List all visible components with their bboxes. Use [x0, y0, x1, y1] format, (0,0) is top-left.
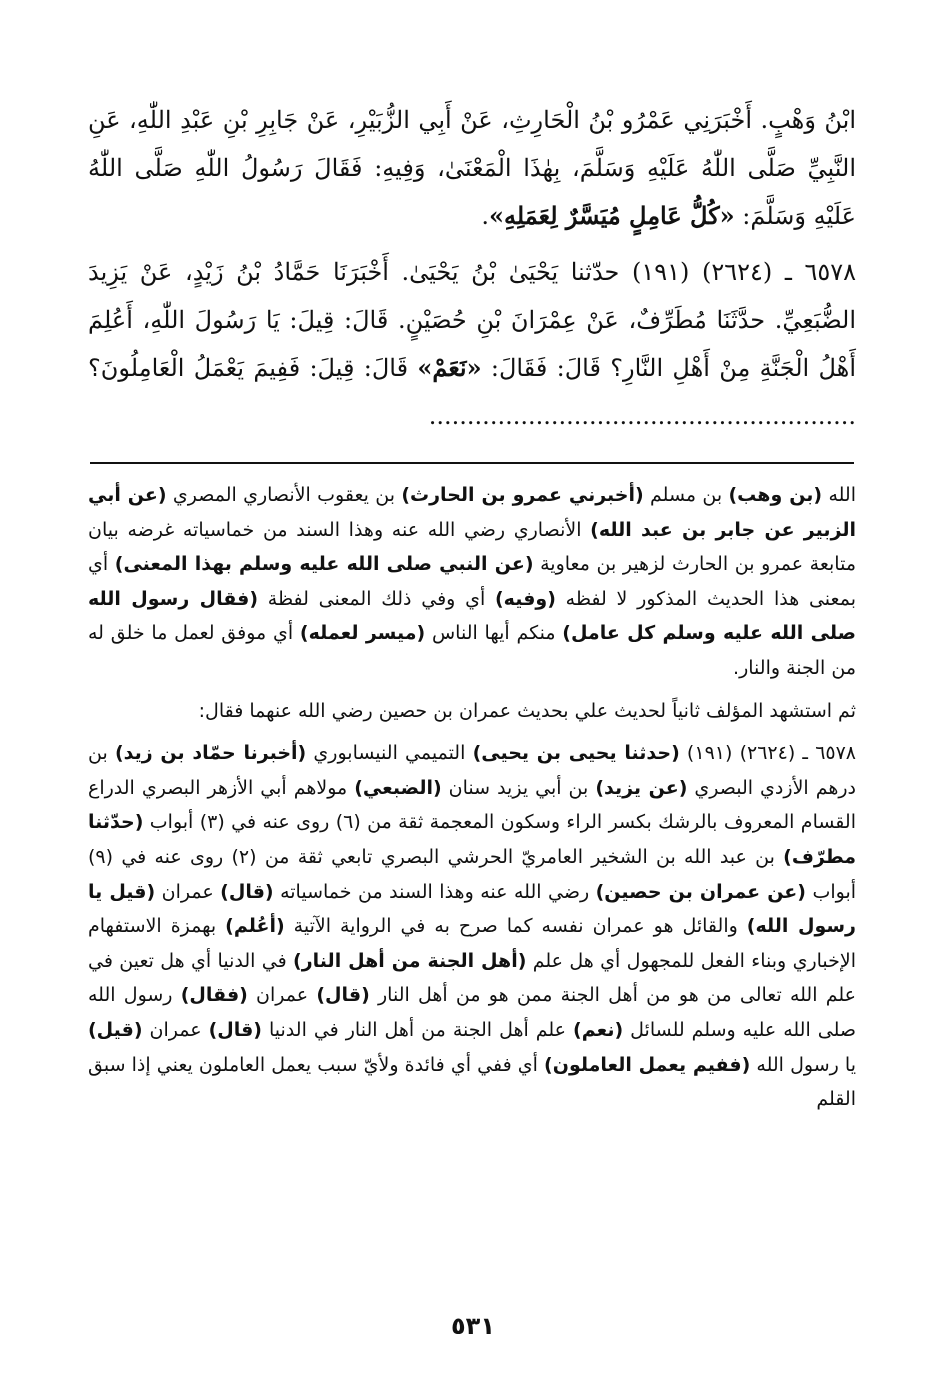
text-run: عمران: [247, 984, 317, 1007]
text-run: عمران: [155, 880, 221, 903]
text-run: ثم استشهد المؤلف ثانياً لحديث علي بحديث عمران بن حصين رضي الله عنهما فقال:: [198, 699, 856, 722]
commentary-paragraph-3: [88, 736, 856, 1117]
text-run: مولاهم أبي الأزهر البصري الدراع القسام المعروف بالرشك بكسر الراء وسكون المعجمة ثقة من (٦) روى عنه في (٣) أبواب: [88, 776, 856, 834]
bold-text-run: «كُلُّ عَامِلٍ مُيَسَّرٌ لِعَمَلِهِ»: [488, 201, 735, 230]
bold-text-run: (وفيه): [494, 587, 556, 610]
text-run: قَالَ: قِيلَ: فَفِيمَ يَعْمَلُ الْعَامِلُونَ؟: [88, 354, 418, 382]
text-run: أي ففي أي فائدة ولأيّ سبب يعمل العاملون يعني إذا سبق القلم: [88, 1053, 856, 1111]
text-run: منكم أيها الناس: [425, 622, 563, 645]
text-run: أي بمعنى هذا الحديث المذكور لا لفظه: [88, 553, 856, 610]
bold-text-run: (ميسر لعمله): [299, 622, 426, 645]
hadith-text-block: [88, 96, 856, 440]
text-run: .: [481, 202, 489, 230]
hadith-paragraph-2: [88, 248, 856, 440]
text-run: بن درهم الأزدي البصري: [88, 742, 856, 799]
bold-text-run: (أخبرني عمرو بن الحارث): [401, 484, 644, 506]
text-run: ابْنُ وَهْبٍ. أَخْبَرَنِي عَمْرُو بْنُ الْحَارِثِ، عَنْ أَبِي الزُّبَيْرِ، عَنْ جَابِرِ بْنِ عَبْدِ اللّٰهِ، عَنِ النَّبِيِّ صَلَّى اللّٰهُ عَلَيْهِ وَسَلَّمَ، بِهٰذَا الْمَعْنَىٰ، وَفِيهِ: فَقَالَ رَسُولُ اللّٰهِ صَلَّى اللّٰهُ عَلَيْهِ وَسَلَّمَ:: [88, 106, 856, 230]
text-run: ٦٥٧٨ ـ (٢٦٢٤) (١٩١): [679, 742, 857, 765]
text-run: أي وفي ذلك المعنى لفظة: [258, 587, 495, 610]
continuation-dots: ........................................................: [428, 402, 856, 430]
bold-text-run: (عن يزيد): [595, 776, 688, 799]
bold-text-run: (عن النبي صلى الله عليه وسلم بهذا المعنى): [114, 553, 534, 576]
text-run: علم أهل الجنة من أهل النار في الدنيا: [262, 1018, 574, 1041]
text-run: بن يعقوب الأنصاري المصري: [166, 484, 402, 506]
bold-text-run: (حدثنا يحيى بن يحيى): [472, 742, 680, 765]
bold-text-run: (أخبرنا حمّاد بن زيد): [114, 742, 307, 765]
bold-text-run: (عن عمران بن حصين): [595, 880, 806, 903]
bold-text-run: (بن وهب): [728, 484, 823, 506]
text-run: التميمي النيسابوري: [306, 742, 473, 765]
bold-text-run: (قيل يا رسول الله): [88, 880, 856, 938]
text-run: والقائل هو عمران نفسه كما صرح به في الرواية الآتية: [284, 915, 747, 938]
bold-text-run: (أهل الجنة من أهل النار): [293, 949, 527, 972]
bold-text-run: (فقال): [180, 984, 248, 1007]
bold-text-run: «نَعَمْ»: [417, 353, 482, 382]
text-run: الله: [822, 484, 856, 506]
text-run: بن مسلم: [643, 484, 729, 506]
commentary-paragraph-1: [88, 478, 856, 686]
bold-text-run: (ففيم يعمل العاملون): [544, 1053, 751, 1076]
footnote-divider: [90, 462, 854, 464]
text-run: رسول الله صلى الله عليه وسلم للسائل: [88, 984, 856, 1041]
bold-text-run: (قال): [220, 880, 274, 903]
bold-text-run: (نعم): [573, 1018, 624, 1041]
bold-text-run: (الضبعي): [354, 776, 442, 799]
text-run: أي موفق لعمل ما خلق له من الجنة والنار.: [88, 622, 856, 679]
bold-text-run: (قال): [208, 1018, 262, 1041]
commentary-paragraph-2: [88, 694, 856, 729]
hadith-paragraph-1: [88, 96, 856, 240]
text-run: بهمزة الاستفهام الإخباري وبناء الفعل للمجهول أي هل علم: [88, 915, 857, 972]
text-run: يا رسول الله: [750, 1053, 856, 1076]
text-run: رضي الله عنه وهذا السند من خماسياته: [273, 880, 596, 903]
text-run: الأنصاري رضي الله عنه وهذا السند من خماسياته غرضه بيان متابعة عمرو بن الحارث لزهير بن معاوية: [88, 518, 856, 576]
text-run: عمران: [142, 1018, 209, 1041]
bold-text-run: (عن أبي الزبير عن جابر بن عبد الله): [88, 484, 856, 541]
bold-text-run: (أعُلم): [225, 915, 285, 938]
text-run: في الدنيا أي هل تعين في علم الله تعالى من هو من أهل الجنة ممن هو من أهل النار: [88, 949, 857, 1007]
text-run: ٦٥٧٨ ـ (٢٦٢٤) (١٩١) حدّثنا يَحْيَىٰ بْنُ يَحْيَىٰ. أَخْبَرَنَا حَمَّادُ بْنُ زَيْدٍ، عَنْ يَزِيدَ الضُّبَعِيِّ. حدَّثَنَا مُطَرِّفٌ، عَنْ عِمْرَانَ بْنِ حُصَيْنٍ. قَالَ: قِيلَ: يَا رَسُولَ اللّٰهِ، أَعُلِمَ أَهْلُ الْجَنَّةِ مِنْ أَهْلِ النَّارِ؟ قَالَ: فَقَالَ:: [88, 258, 857, 382]
text-run: بن عبد الله بن الشخير العامريّ الحرشي البصري تابعي ثقة من (٢) روى عنه في (٩) أبواب: [88, 845, 857, 903]
bold-text-run: (قال): [316, 984, 370, 1007]
bold-text-run: (فقال رسول الله صلى الله عليه وسلم كل عامل): [88, 587, 857, 645]
commentary-block: [88, 478, 856, 1117]
page-number: ٥٣١: [451, 1312, 495, 1340]
text-run: بن أبي يزيد سنان: [441, 776, 596, 799]
bold-text-run: (قيل): [88, 1018, 143, 1041]
bold-text-run: (حدّثنا مطرّف): [88, 811, 856, 868]
